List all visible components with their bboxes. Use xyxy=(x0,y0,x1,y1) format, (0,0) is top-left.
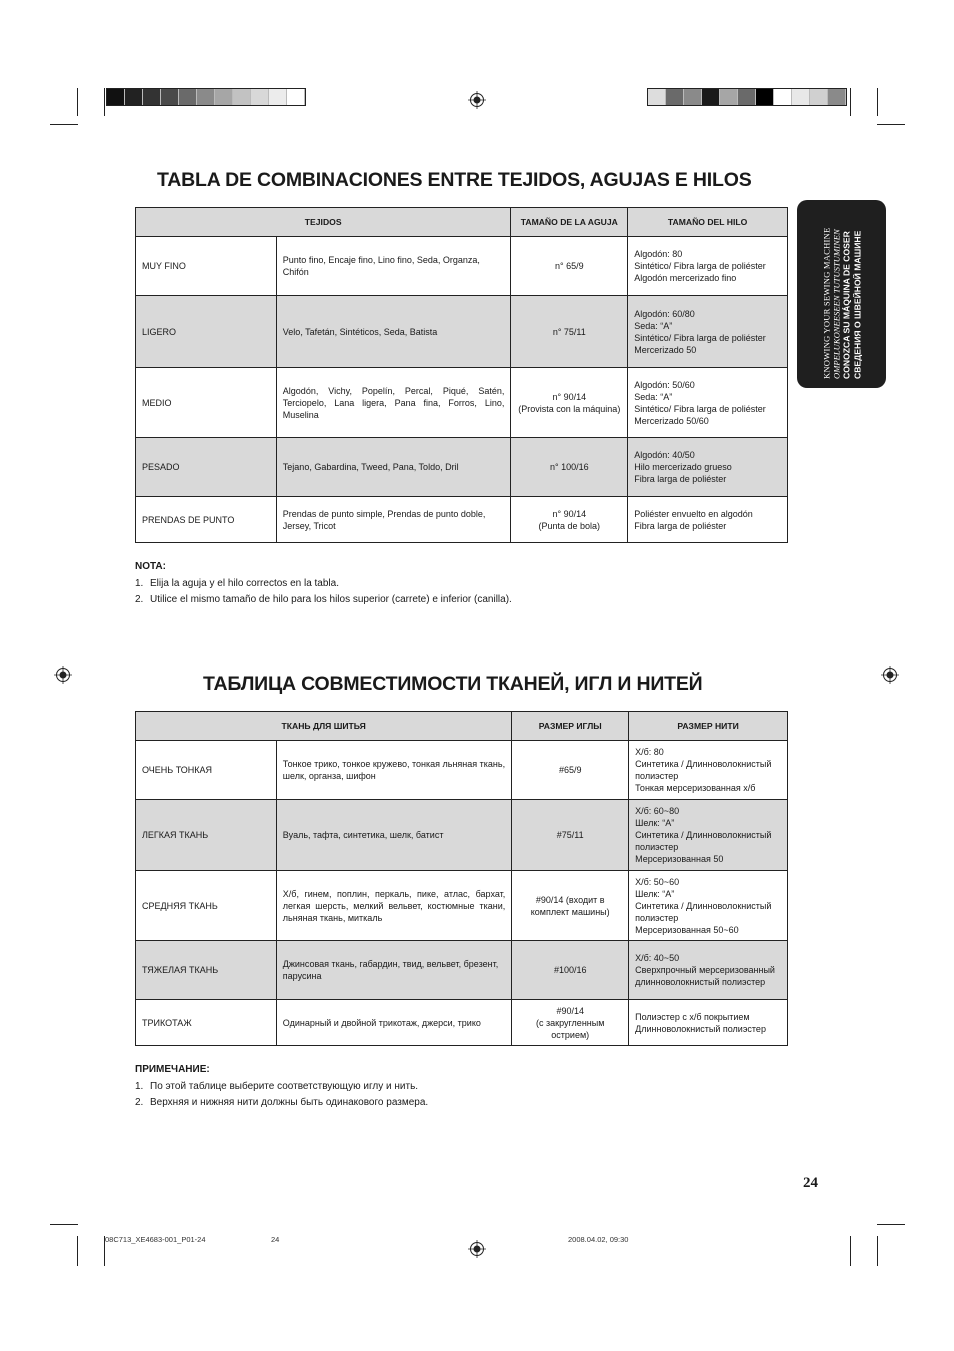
fabric-weight-cell: LIGERO xyxy=(136,296,277,368)
header-thread-size: РАЗМЕР НИТИ xyxy=(629,712,788,741)
color-swatch xyxy=(107,89,125,105)
spanish-notes xyxy=(135,559,512,609)
crop-mark xyxy=(77,88,78,116)
needle-size-cell: n° 90/14 (Provista con la máquina) xyxy=(511,368,628,438)
note-title: ПРИМЕЧАНИЕ: xyxy=(135,1064,210,1075)
fabric-types-cell: Velo, Tafetán, Sintéticos, Seda, Batista xyxy=(276,296,511,368)
fabric-types-cell: Одинарный и двойной трикотаж, джерси, трико xyxy=(276,1000,512,1046)
spanish-combination-table xyxy=(135,207,788,543)
fabric-weight-cell: MEDIO xyxy=(136,368,277,438)
needle-size-cell: n° 90/14 (Punta de bola) xyxy=(511,497,628,543)
color-swatch xyxy=(666,89,684,105)
thread-size-cell: Х/б: 80 Синтетика / Длинноволокнистый полиэстер Тонкая мерсеризованная х/б xyxy=(629,741,788,800)
fabric-types-cell: Вуаль, тафта, синтетика, шелк, батист xyxy=(276,800,512,871)
thread-size-cell: Algodón: 60/80 Seda: “A” Sintético/ Fibra larga de poliéster Mercerizado 50 xyxy=(628,296,788,368)
fabric-types-cell: Х/б, гинем, поплин, перкаль, пике, атлас, бархат, легкая шерсть, мелкий вельвет, костюмные ткани, льняная ткань, миткаль xyxy=(276,871,512,941)
fabric-types-cell: Prendas de punto simple, Prendas de punto doble, Jersey, Tricot xyxy=(276,497,511,543)
note-item: 1. Elija la aguja y el hilo correctos en la tabla. xyxy=(135,577,339,589)
fabric-types-cell: Tejano, Gabardina, Tweed, Pana, Toldo, Dril xyxy=(276,438,511,497)
color-swatch xyxy=(720,89,738,105)
needle-size-cell: #90/14 (с закругленным острием) xyxy=(512,1000,629,1046)
color-swatch xyxy=(810,89,828,105)
page-number: 24 xyxy=(803,1175,818,1191)
needle-size-cell: #90/14 (входит в комплект машины) xyxy=(512,871,629,941)
table-row xyxy=(136,941,788,1000)
note-item: 2. Верхняя и нижняя нити должны быть одинакового размера. xyxy=(135,1097,429,1108)
fabric-weight-cell: ТРИКОТАЖ xyxy=(136,1000,277,1046)
side-tab-english: KNOWING YOUR SEWING MACHINE xyxy=(821,227,832,379)
side-tab-russian: СВЕДЕНИЯ О ШВЕЙНОЙ МАШИНЕ xyxy=(851,230,862,379)
color-swatch xyxy=(233,89,251,105)
crop-mark xyxy=(877,88,878,116)
russian-combination-table xyxy=(135,711,788,1046)
color-swatch xyxy=(161,89,179,105)
table-row xyxy=(136,296,788,368)
color-calibration-bar-left xyxy=(106,88,306,106)
thread-size-cell: Poliéster envuelto en algodón Fibra larga de poliéster xyxy=(628,497,788,543)
fabric-weight-cell: ТЯЖЕЛАЯ ТКАНЬ xyxy=(136,941,277,1000)
section-side-tab xyxy=(797,200,886,388)
fabric-weight-cell: ЛЕГКАЯ ТКАНЬ xyxy=(136,800,277,871)
table-row xyxy=(136,497,788,543)
crop-mark xyxy=(877,1224,905,1225)
color-swatch xyxy=(756,89,774,105)
header-needle-size: TAMAÑO DE LA AGUJA xyxy=(511,208,628,237)
needle-size-cell: n° 65/9 xyxy=(511,237,628,296)
color-swatch xyxy=(702,89,720,105)
header-fabrics: TEJIDOS xyxy=(136,208,511,237)
russian-table-title: ТАБЛИЦА СОВМЕСТИМОСТИ ТКАНЕЙ, ИГЛ И НИТЕЙ xyxy=(203,673,703,695)
fabric-types-cell: Тонкое трико, тонкое кружево, тонкая льняная ткань, шелк, органза, шифон xyxy=(276,741,512,800)
crop-mark xyxy=(50,124,78,125)
color-swatch xyxy=(648,89,666,105)
footer-date: 2008.04.02, 09:30 xyxy=(568,1235,629,1244)
crop-mark xyxy=(877,124,905,125)
header-fabrics: ТКАНЬ ДЛЯ ШИТЬЯ xyxy=(136,712,512,741)
fabric-types-cell: Джинсовая ткань, габардин, твид, вельвет, брезент, парусина xyxy=(276,941,512,1000)
header-needle-size: РАЗМЕР ИГЛЫ xyxy=(512,712,629,741)
needle-size-cell: n° 75/11 xyxy=(511,296,628,368)
registration-mark-icon xyxy=(468,1240,486,1258)
thread-size-cell: Algodón: 80 Sintético/ Fibra larga de poliéster Algodón mercerizado fino xyxy=(628,237,788,296)
spanish-table-title: TABLA DE COMBINACIONES ENTRE TEJIDOS, AGUJAS E HILOS xyxy=(157,169,752,191)
crop-mark xyxy=(877,1236,878,1266)
registration-mark-icon xyxy=(54,666,72,684)
table-row xyxy=(136,237,788,296)
footer-file-name: 08C713_XE4683-001_P01-24 xyxy=(105,1235,206,1244)
thread-size-cell: Х/б: 60~80 Шелк: “А” Синтетика / Длинноволокнистый полиэстер Мерсеризованная 50 xyxy=(629,800,788,871)
fabric-types-cell: Algodón, Vichy, Popelín, Percal, Piqué, Satén, Terciopelo, Lana ligera, Pana fina, Forros, Lino, Muselina xyxy=(276,368,511,438)
color-swatch xyxy=(684,89,702,105)
crop-mark xyxy=(50,1224,78,1225)
thread-size-cell: Algodón: 50/60 Seda: “A” Sintético/ Fibra larga de poliéster Mercerizado 50/60 xyxy=(628,368,788,438)
fabric-weight-cell: СРЕДНЯЯ ТКАНЬ xyxy=(136,871,277,941)
color-swatch xyxy=(792,89,810,105)
table-row xyxy=(136,741,788,800)
note-item: 1. По этой таблице выберите соответствующую иглу и нить. xyxy=(135,1080,419,1092)
fabric-types-cell: Punto fino, Encaje fino, Lino fino, Seda, Organza, Chifón xyxy=(276,237,511,296)
table-row xyxy=(136,1000,788,1046)
side-tab-spanish: CONOZCA SU MÁQUINA DE COSER xyxy=(841,231,852,379)
needle-size-cell: #100/16 xyxy=(512,941,629,1000)
side-tab-finnish: OMPELUKONEESEEN TUTUSTUMINEN xyxy=(831,229,842,379)
registration-mark-icon xyxy=(468,91,486,109)
crop-mark xyxy=(104,88,105,116)
note-title: NOTA: xyxy=(135,561,166,572)
color-swatch xyxy=(774,89,792,105)
fabric-weight-cell: PRENDAS DE PUNTO xyxy=(136,497,277,543)
needle-size-cell: #75/11 xyxy=(512,800,629,871)
thread-size-cell: Х/б: 40~50 Сверхпрочный мерсеризованный длинноволокнистый полиэстер xyxy=(629,941,788,1000)
color-swatch xyxy=(143,89,161,105)
registration-mark-icon xyxy=(881,666,899,684)
color-swatch xyxy=(828,89,846,105)
fabric-weight-cell: ОЧЕНЬ ТОНКАЯ xyxy=(136,741,277,800)
table-row xyxy=(136,871,788,941)
color-swatch xyxy=(215,89,233,105)
crop-mark xyxy=(850,88,851,116)
needle-size-cell: #65/9 xyxy=(512,741,629,800)
footer-page: 24 xyxy=(271,1235,280,1244)
thread-size-cell: Полиэстер с х/б покрытием Длинноволокнистый полиэстер xyxy=(629,1000,788,1046)
color-swatch xyxy=(269,89,287,105)
table-row xyxy=(136,800,788,871)
color-swatch xyxy=(287,89,305,105)
color-swatch xyxy=(251,89,269,105)
table-row xyxy=(136,438,788,497)
thread-size-cell: Х/б: 50~60 Шелк: “А” Синтетика / Длинноволокнистый полиэстер Мерсеризованная 50~60 xyxy=(629,871,788,941)
header-thread-size: TAMAÑO DEL HILO xyxy=(628,208,788,237)
needle-size-cell: n° 100/16 xyxy=(511,438,628,497)
note-item: 2. Utilice el mismo tamaño de hilo para los hilos superior (carrete) e inferior (canilla). xyxy=(135,594,512,605)
fabric-weight-cell: MUY FINO xyxy=(136,237,277,296)
table-row xyxy=(136,368,788,438)
color-swatch xyxy=(197,89,215,105)
color-swatch xyxy=(738,89,756,105)
color-swatch xyxy=(125,89,143,105)
crop-mark xyxy=(850,1236,851,1266)
russian-notes xyxy=(135,1062,428,1112)
fabric-weight-cell: PESADO xyxy=(136,438,277,497)
thread-size-cell: Algodón: 40/50 Hilo mercerizado grueso Fibra larga de poliéster xyxy=(628,438,788,497)
crop-mark xyxy=(77,1236,78,1266)
color-calibration-bar-right xyxy=(647,88,847,106)
color-swatch xyxy=(179,89,197,105)
